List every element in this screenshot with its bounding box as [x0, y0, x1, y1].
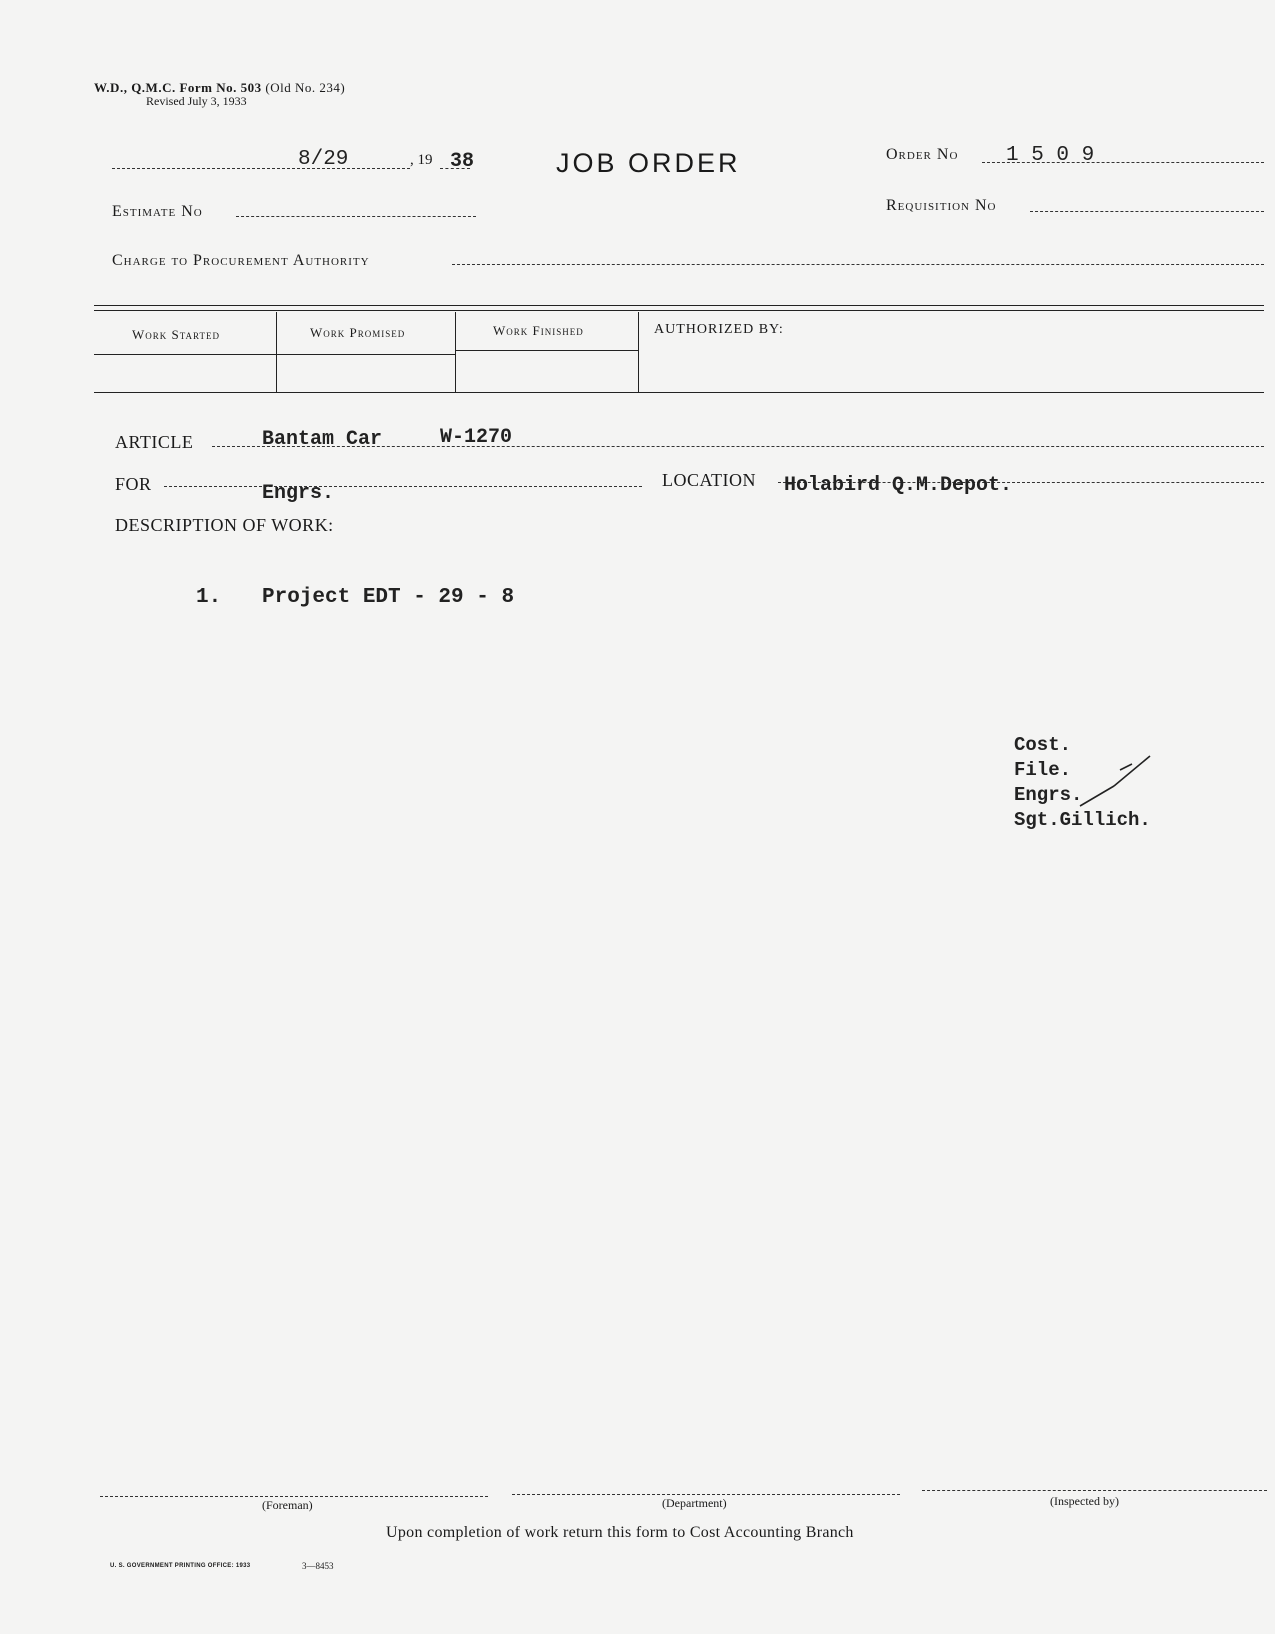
- table-top-rule: [94, 305, 1264, 306]
- description-item-text: Project EDT - 29 - 8: [262, 586, 515, 609]
- department-signature-line: [512, 1494, 900, 1495]
- form-old-number: (Old No. 234): [265, 80, 346, 95]
- work-finished-header: Work Finished: [493, 323, 584, 338]
- foreman-signature-line: [100, 1496, 488, 1497]
- table-divider-2: [455, 312, 456, 392]
- order-label: Order No: [886, 146, 959, 163]
- table-divider-3: [638, 312, 639, 392]
- table-bottom-rule: [94, 392, 1264, 393]
- location-value: Holabird Q.M.Depot.: [784, 474, 1013, 497]
- for-line: [164, 486, 642, 487]
- printer-code: 3—8453: [302, 1561, 334, 1571]
- department-caption: (Department): [662, 1496, 727, 1510]
- requisition-line: [1030, 211, 1264, 212]
- date-line: [112, 168, 410, 169]
- work-finished-cell-rule: [455, 350, 638, 351]
- order-value: 1 5 0 9: [1006, 144, 1095, 167]
- charge-label: Charge to Procurement Authority: [112, 252, 370, 269]
- printer-imprint: U. S. GOVERNMENT PRINTING OFFICE: 1933: [110, 1563, 251, 1569]
- form-title: JOB ORDER: [556, 148, 741, 178]
- form-number-text: W.D., Q.M.C. Form No. 503: [94, 80, 262, 95]
- foreman-caption: (Foreman): [262, 1498, 313, 1512]
- table-divider-1: [276, 312, 277, 392]
- article-label: ARTICLE: [115, 432, 194, 452]
- inspected-by-caption: (Inspected by): [1050, 1494, 1119, 1508]
- charge-line: [452, 264, 1264, 265]
- form-revised-date: Revised July 3, 1933: [146, 94, 247, 108]
- description-item-number: 1.: [196, 586, 222, 609]
- for-value: Engrs.: [262, 482, 335, 505]
- work-started-cell-rule: [94, 354, 276, 355]
- estimate-label: Estimate No: [112, 203, 203, 220]
- work-started-header: Work Started: [132, 327, 220, 342]
- authorized-by-label: AUTHORIZED BY:: [654, 322, 784, 337]
- article-number: W-1270: [440, 426, 513, 449]
- work-promised-header: Work Promised: [310, 325, 406, 340]
- article-value: Bantam Car: [262, 428, 383, 451]
- table-top-rule-inner: [94, 310, 1264, 311]
- description-label: DESCRIPTION OF WORK:: [115, 515, 334, 535]
- inspector-signature-line: [922, 1490, 1267, 1491]
- distribution-file: File.: [1014, 759, 1072, 781]
- return-instruction: Upon completion of work return this form to Cost Accounting Branch: [386, 1524, 854, 1541]
- check-mark-icon: [1076, 752, 1156, 810]
- work-promised-cell-rule: [276, 354, 455, 355]
- distribution-cost: Cost.: [1014, 734, 1072, 756]
- year-value: 38: [450, 150, 475, 173]
- year-prefix: , 19: [410, 152, 433, 168]
- date-value: 8/29: [298, 148, 349, 171]
- distribution-gillich: Sgt.Gillich.: [1014, 809, 1151, 831]
- for-label: FOR: [115, 474, 152, 494]
- requisition-label: Requisition No: [886, 197, 997, 214]
- distribution-engrs: Engrs.: [1014, 784, 1083, 806]
- estimate-line: [236, 216, 476, 217]
- location-label: LOCATION: [662, 470, 756, 490]
